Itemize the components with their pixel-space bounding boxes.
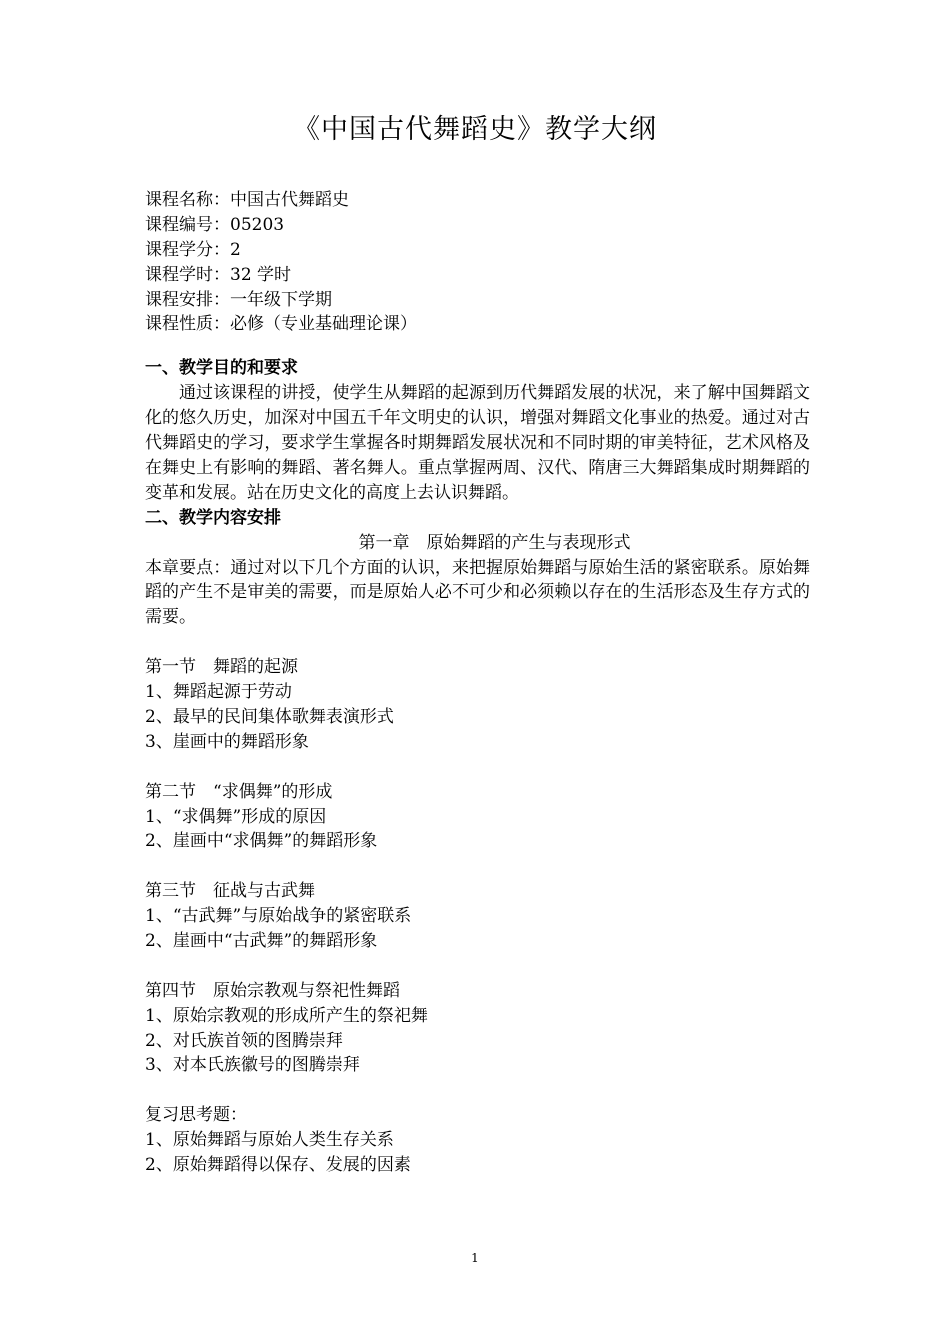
course-hours: 课程学时：32 学时 xyxy=(145,264,292,285)
list-item: 2、崖画中“古武舞”的舞蹈形象 xyxy=(145,930,378,951)
course-info xyxy=(145,188,810,337)
list-item: 3、崖画中的舞蹈形象 xyxy=(145,731,309,752)
chapter-key-points: 本章要点：通过对以下几个方面的认识，来把握原始舞蹈与原始生活的紧密联系。原始舞蹈的产生不是审美的需要，而是原始人必不可少和必须赖以存在的生活形态及生存方式的需要。 xyxy=(145,557,810,628)
page-number: 1 xyxy=(471,1251,479,1265)
section-title: 第二节 “求偶舞”的形成 xyxy=(145,781,333,802)
chapter-title: 第一章 原始舞蹈的产生与表现形式 xyxy=(358,532,631,553)
list-item: 2、原始舞蹈得以保存、发展的因素 xyxy=(145,1154,411,1175)
section-heading-objectives: 一、教学目的和要求 xyxy=(145,358,298,379)
review-block xyxy=(145,1103,810,1178)
list-item: 1、“古武舞”与原始战争的紧密联系 xyxy=(145,906,412,927)
section-title: 第四节 原始宗教观与祭祀性舞蹈 xyxy=(145,980,400,1001)
course-nature: 课程性质：必修（专业基础理论课） xyxy=(145,314,417,335)
section-block xyxy=(145,979,810,1079)
course-schedule: 课程安排：一年级下学期 xyxy=(145,289,332,310)
list-item: 2、对氏族首领的图腾崇拜 xyxy=(145,1030,343,1051)
document-title: 《中国古代舞蹈史》教学大纲 xyxy=(293,114,657,145)
list-item: 1、原始宗教观的形成所产生的祭祀舞 xyxy=(145,1005,428,1026)
list-item: 1、舞蹈起源于劳动 xyxy=(145,682,292,703)
course-name: 课程名称：中国古代舞蹈史 xyxy=(145,190,349,210)
section-heading-content: 二、教学内容安排 xyxy=(145,507,281,528)
section-block xyxy=(145,780,810,855)
section-title: 第一节 舞蹈的起源 xyxy=(145,657,298,678)
list-item: 2、最早的民间集体歌舞表演形式 xyxy=(145,706,394,727)
review-title: 复习思考题： xyxy=(145,1105,247,1126)
list-item: 2、崖画中“求偶舞”的舞蹈形象 xyxy=(145,831,378,852)
section-block xyxy=(145,655,810,755)
list-item: 1、原始舞蹈与原始人类生存关系 xyxy=(145,1130,394,1151)
course-code: 课程编号：05203 xyxy=(145,214,285,235)
course-credit: 课程学分：2 xyxy=(145,239,241,260)
document-body xyxy=(145,188,810,1178)
section-block xyxy=(145,879,810,954)
list-item: 3、对本氏族徽号的图腾崇拜 xyxy=(145,1055,360,1076)
list-item: 1、“求偶舞”形成的原因 xyxy=(145,806,327,827)
objectives-paragraph: 通过该课程的讲授，使学生从舞蹈的起源到历代舞蹈发展的状况，来了解中国舞蹈文化的悠久历史，加深对中国五千年文明史的认识，增强对舞蹈文化事业的热爱。通过对古代舞蹈史的学习，要求学生掌握各时期舞蹈发展状况和不同时期的审美特征，艺术风格及在舞史上有影响的舞蹈、著名舞人。重点掌握两周、汉代、隋唐三大舞蹈集成时期舞蹈的变革和发展。站在历史文化的高度上去认识舞蹈。 xyxy=(145,383,810,503)
section-title: 第三节 征战与古武舞 xyxy=(145,881,315,902)
